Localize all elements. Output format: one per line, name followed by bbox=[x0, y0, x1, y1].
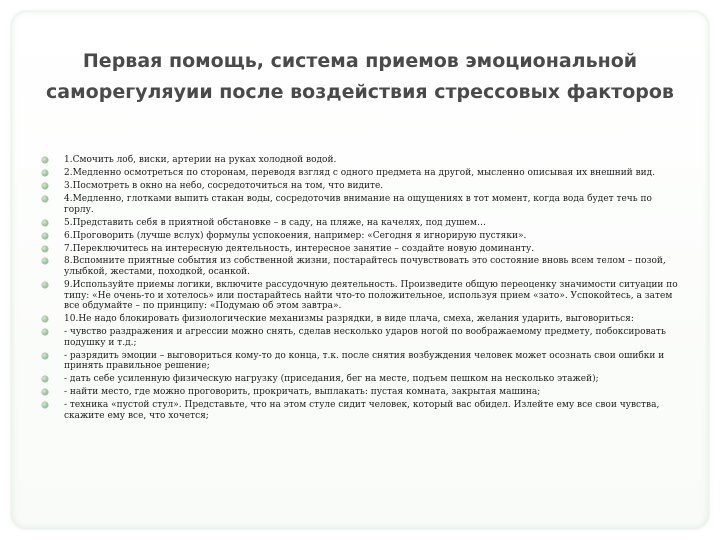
circle-bullet-icon bbox=[42, 329, 48, 335]
list-item bbox=[42, 168, 678, 179]
list-item-text: 10.Не надо блокировать физиологические механизмы разрядки, в виде плача, смеха, желания ударить, выговориться: bbox=[64, 314, 634, 325]
bullet-list bbox=[42, 155, 678, 424]
circle-bullet-icon bbox=[42, 353, 48, 359]
list-item bbox=[42, 314, 678, 325]
list-item bbox=[42, 400, 678, 421]
list-item bbox=[42, 231, 678, 242]
circle-bullet-icon bbox=[42, 376, 48, 382]
list-item bbox=[42, 194, 678, 215]
list-item-text: 8.Вспомните приятные события из собственной жизни, постарайтесь почувствовать это состояние вновь всем телом – позой, улыбкой, жестами, походкой, осанкой. bbox=[64, 256, 666, 278]
list-item bbox=[42, 280, 678, 312]
list-item-text: - разрядить эмоции – выговориться кому-то до конца, т.к. после снятия возбуждения человек может осознать свои ошибки и принять правильное решение; bbox=[64, 350, 665, 372]
circle-bullet-icon bbox=[42, 258, 48, 264]
list-item-text: 9.Используйте приемы логики, включите рассудочную деятельность. Произведите общую переоценку значимости ситуации по типу: «Не очень-то и хотелось» или постарайтесь найти что-то положительное, используя прием «зато». Успокойтесь, а затем все обдумайте – по принципу: «Подумаю об этом завтра». bbox=[64, 280, 678, 312]
list-item bbox=[42, 374, 678, 385]
list-item-text: 6.Проговорить (лучше вслух) формулы успокоения, например: «Сегодня я игнорирую пустяки». bbox=[64, 230, 527, 241]
list-item bbox=[42, 218, 678, 229]
circle-bullet-icon bbox=[42, 157, 48, 163]
list-item-text: - чувство раздражения и агрессии можно снять, сделав несколько ударов ногой по воображаемому предмету, побоксировать подушку и т.д.; bbox=[64, 327, 666, 348]
list-item-text: 4.Медленно, глотками выпить стакан воды, сосредоточив внимание на ощущениях в тот момент, когда вода будет течь по горлу. bbox=[64, 193, 652, 215]
circle-bullet-icon bbox=[42, 246, 48, 252]
list-item-text: - найти место, где можно проговорить, прокричать, выплакать: пустая комната, закрытая машина; bbox=[64, 387, 541, 398]
circle-bullet-icon bbox=[42, 402, 48, 408]
list-item-text: 2.Медленно осмотреться по сторонам, переводя взгляд с одного предмета на другой, мысленно описывая их внешний вид. bbox=[64, 167, 656, 178]
list-item-text: 3.Посмотреть в окно на небо, сосредоточиться на том, что видите. bbox=[64, 180, 384, 191]
list-item bbox=[42, 244, 678, 255]
list-item-text: - дать себе усиленную физическую нагрузку (приседания, бег на месте, подъем пешком на несколько этажей); bbox=[64, 374, 599, 385]
list-item bbox=[42, 387, 678, 398]
circle-bullet-icon bbox=[42, 282, 48, 288]
list-item-text: 7.Переключитесь на интересную деятельность, интересное занятие – создайте новую доминанту. bbox=[64, 243, 535, 254]
circle-bullet-icon bbox=[42, 233, 48, 239]
circle-bullet-icon bbox=[42, 220, 48, 226]
list-item bbox=[42, 155, 678, 166]
list-item bbox=[42, 256, 678, 277]
list-item bbox=[42, 181, 678, 192]
list-item-text: - техника «пустой стул». Представьте, что на этом стуле сидит человек, который вас обидел. Излейте ему все свои чувства, скажите ему все, что хочется; bbox=[64, 400, 660, 421]
circle-bullet-icon bbox=[42, 316, 48, 322]
circle-bullet-icon bbox=[42, 183, 48, 189]
list-item-text: 1.Смочить лоб, виски, артерии на руках холодной водой. bbox=[64, 155, 337, 165]
list-item bbox=[42, 351, 678, 372]
slide-title: Первая помощь, система приемов эмоциональной саморегуляуии после воздействия стрессовых факторов bbox=[46, 50, 674, 103]
list-item bbox=[42, 327, 678, 348]
circle-bullet-icon bbox=[42, 389, 48, 395]
circle-bullet-icon bbox=[42, 170, 48, 176]
circle-bullet-icon bbox=[42, 196, 48, 202]
list-item-text: 5.Представить себя в приятной обстановке – в саду, на пляже, на качелях, под душем… bbox=[64, 217, 486, 228]
